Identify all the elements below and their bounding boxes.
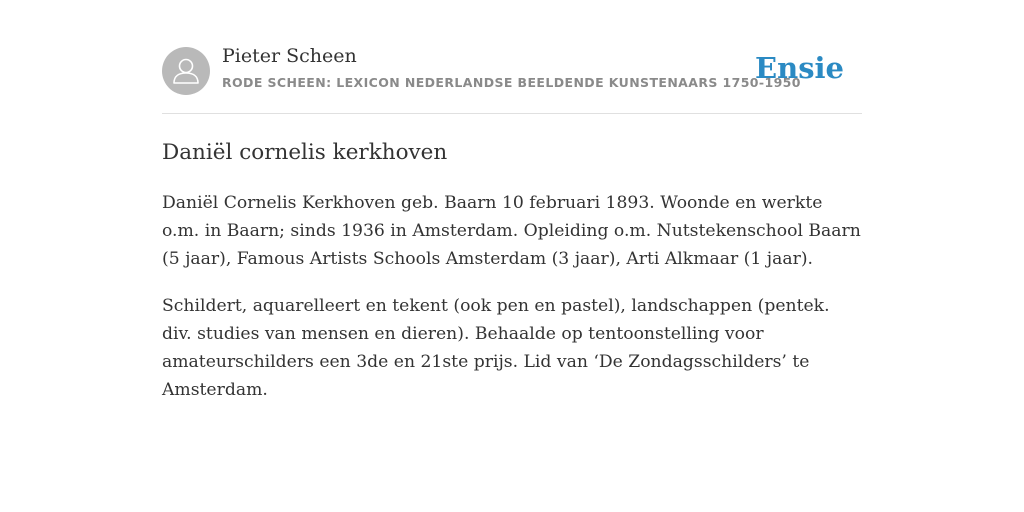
entry-paragraph-1: Daniël Cornelis Kerkhoven geb. Baarn 10 februari 1893. Woonde en werkte o.m. in Baarn; sinds 1936 in Amsterdam. Opleiding o.m. Nutstekenschool Baarn (5 jaar), Famous Artists Schools Amsterdam (3 jaar), Arti Alkmaar (1 jaar). <box>162 193 861 269</box>
author-name[interactable]: Pieter Scheen <box>222 45 357 67</box>
source-lexicon[interactable]: RODE SCHEEN: LEXICON NEDERLANDSE BEELDENDE KUNSTENAARS 1750-1950 <box>222 75 801 90</box>
entry-paragraph-2: Schildert, aquarelleert en tekent (ook pen en pastel), landschappen (pentek. div. studies van mensen en dieren). Behaalde op tentoonstelling voor amateurschilders een 3de en 21ste prijs. Lid van ‘De Zondagsschilders’ te Amsterdam. <box>162 296 830 400</box>
entry-title: Daniël cornelis kerkhoven <box>162 140 448 165</box>
user-avatar-icon[interactable] <box>162 47 210 95</box>
entry-header <box>162 40 862 114</box>
user-silhouette-icon <box>162 47 210 95</box>
brand-logo[interactable]: Ensie <box>755 51 844 85</box>
entry-card <box>162 40 862 404</box>
